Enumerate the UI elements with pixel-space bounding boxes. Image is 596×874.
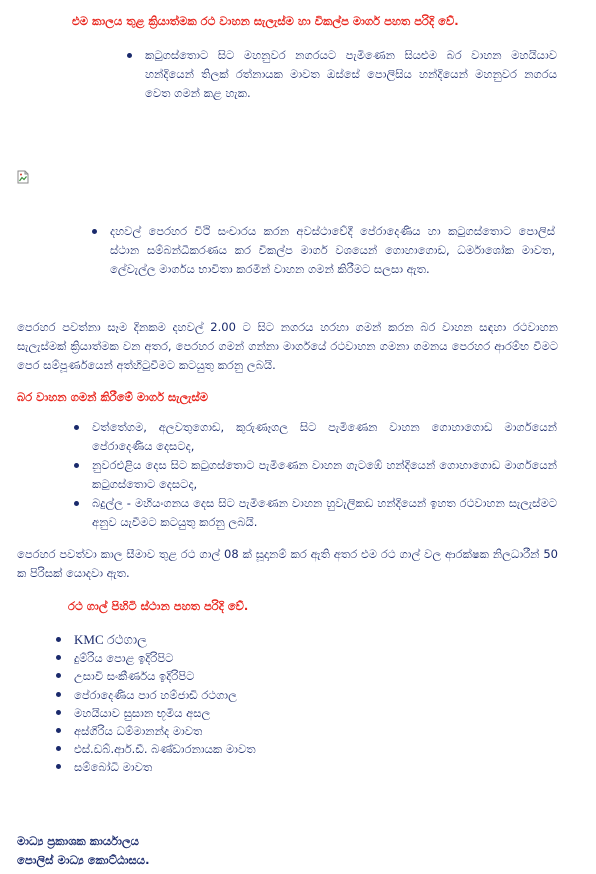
heavy-routes-list [92,418,557,532]
list-item [92,494,557,532]
parking-locations-heading: රථ ගාල් පිහිටි ස්ථාන පහත පරිදි වේ. [68,599,249,613]
bullet-icon [56,637,61,642]
intro-heading: එම කාලය තුළ ක්‍රියාත්මක රථ වාහන සැලැස්ම හා විකල්ප මාර්ග පහත පරිදි වේ. [72,14,459,28]
list-item [74,758,394,776]
office-name: මාධ්‍ය ප්‍රකාශක කාර්යාලය [17,834,139,848]
bullet-icon [127,53,132,58]
parking-location: පේරාදෙණිය පාර හම්ජාඩි රථගාල [74,687,237,702]
heavy-vehicle-routes-heading: බර වාහන ගමන් කිරීමේ මාර්ග සැලැස්ම [17,390,209,404]
bullet-icon [92,229,97,234]
paragraph-parking-security: පෙරහර පවත්වා කාල සීමාව තුළ රථ ගාල් 08 ක් සූදානම් කර ඇති අතර එම රථ ගාල් වල ආරක්ෂක නිලධාරීන් 50 ක පිරිසක් යොදවා ඇත. [17,547,558,580]
bullet-icon [56,673,61,678]
route-text: බදුල්ල - මහියංගනය දෙස සිට පැමිණෙන වාහන හුවැලිකඩ හන්දියෙන් ඉහත රථවාහන සැලැස්මට අනුව යැවීමට කටයුතු කරනු ලබයි. [92,496,557,529]
bullet-icon [56,728,61,733]
parking-location: දුම්රිය පොළ ඉදිරිපිට [74,651,174,666]
list-item [74,722,394,740]
list-item [74,631,394,649]
parking-locations-list [74,631,394,777]
bullet-icon [74,425,79,430]
broken-image-icon [17,170,29,184]
parking-location: එස්.ඩබ්.ආර්.ඩී. බණ්ඩාරනායක මාවත [74,742,256,757]
bullet-icon [56,655,61,660]
paragraph-heavy-vehicle-plan: පෙරහර පවත්නා සෑම දිනකම දහවල් 2.00 ට සිට නගරය හරහා ගමන් කරන බර වාහන සඳහා රථවාහන සැලැස්මක් ක්‍රියාත්මක වන අතර, පෙරහර ගමන් ගන්නා මාර්ගයේ රථවාහන ගමනා ගමනය පෙරහර ආරම්භ වීමට පෙර සම්පූර්ණයෙන් අත්හිටුවීමට කටයුතු කරනු ලබයි. [17,320,558,372]
parking-location: උසාවි සංකීර්ණය ඉදිරිපිට [74,669,195,684]
list-item [74,704,394,722]
list-item [74,686,394,704]
division-name: පොලිස් මාධ්‍ය කොට්ඨාසය. [17,853,150,867]
list-item [74,649,394,667]
bullet-icon [56,692,61,697]
intro-bullet-list [145,46,557,103]
bullet-icon [74,501,79,506]
bullet-icon [56,764,61,769]
bullet-icon [56,746,61,751]
detour-bullet-list [110,222,555,279]
parking-location: අස්ගිරිය ධම්මානන්ද මාවත [74,724,203,739]
parking-location: සම්බෝධි මාවත [74,760,153,775]
bullet-text: දහවල් පෙරහර විථි සංචාරය කරන අවස්ථාවේදී පේරාදෙණිය හා කටුගස්තොට පොලිස් ස්ථාන සම්බන්ධීකරණය කර විකල්ප මාර්ග වශයෙන් ගොහාගොඩ, ධර්මාශෝක මාවත, ලේවැල්ල මාර්ගය භාවිතා කරමින් වාහන ගමන් කිරීමට සලසා ඇත. [110,224,555,276]
route-text: වත්තේගම, අලවතුගොඩ, කුරුණෑගල සිට පැමිණෙන වාහන ගොහාගොඩ මාර්ගයෙන් පේරාදෙණිය දෙසටද, [92,420,557,453]
list-item [74,740,394,758]
route-text: නුවරඑළිය දෙස සිට කටුගස්තොට පැමිණෙන වාහන ගැටඹේ හන්දියෙන් ගොහාගොඩ මාර්ගයෙන් කටුගස්තොට දෙසටද, [92,458,557,491]
list-item [74,667,394,685]
parking-location: KMC රථගාල [74,632,148,647]
bullet-text: කටුගස්තොට සිට මහනුවර නගරයට පැමිණෙන සියළුම බර වාහන මහයියාව හන්දියෙන් තිලක් රත්නායක මාවත ඔස්සේ පොලිසිය හන්දියෙන් මහනුවර නගරය වෙත ගමන් කළ හැක. [145,48,557,100]
bullet-icon [74,463,79,468]
bullet-icon [56,710,61,715]
list-item [145,46,557,103]
parking-location: මහයියාව සුසාන භූමිය අසල [74,705,211,720]
list-item [110,222,555,279]
list-item [92,418,557,456]
list-item [92,456,557,494]
